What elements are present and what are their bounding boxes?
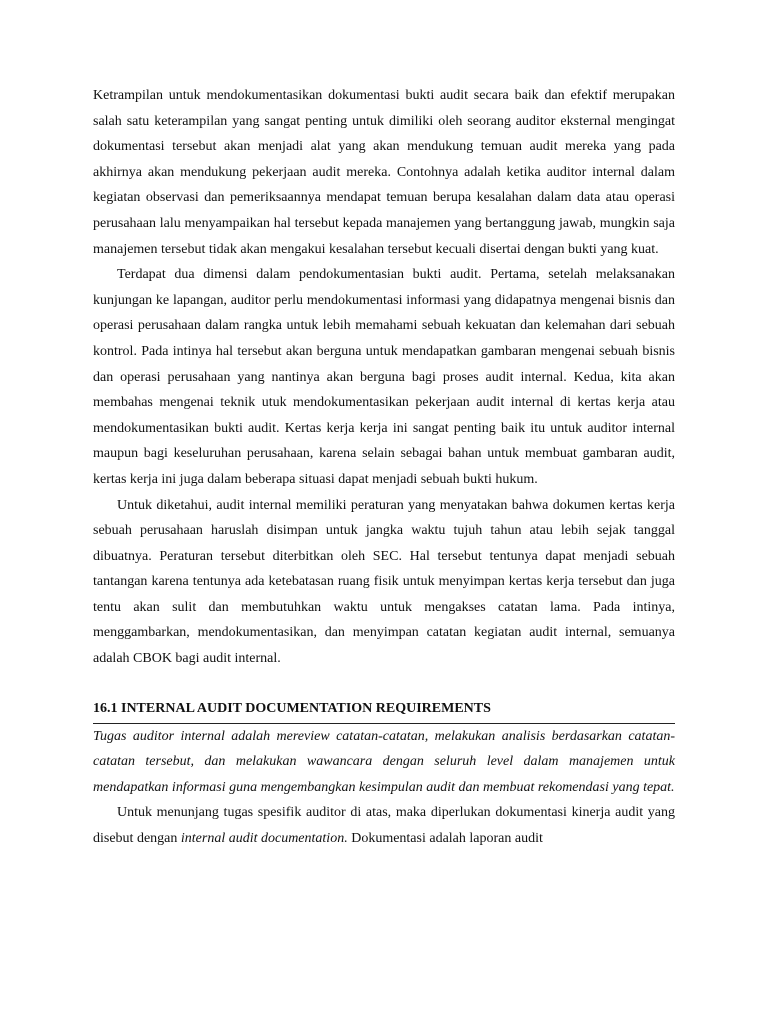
- section-italic-paragraph: Tugas auditor internal adalah mereview catatan-catatan, melakukan analisis berdasarkan catatan-catatan tersebut, dan melakukan wawancara dengan seluruh level dalam manajemen untuk mendapatkan informasi guna mengembangkan kesimpulan audit dan membuat rekomendasi yang tepat.: [93, 728, 675, 795]
- section-heading: 16.1 INTERNAL AUDIT DOCUMENTATION REQUIREMENTS: [93, 698, 675, 724]
- paragraph-1: Ketrampilan untuk mendokumentasikan dokumentasi bukti audit secara baik dan efektif merupakan salah satu keterampilan yang sangat penting untuk dimiliki oleh seorang auditor eksternal mengingat dokumentasi tersebut akan menjadi alat yang akan mendukung temuan audit mereka yang pada akhirnya akan mendukung pekerjaan audit mereka. Contohnya adalah ketika auditor internal dalam kegiatan observasi dan pemeriksaannya mendapat temuan berupa kesalahan dalam data atau operasi perusahaan lalu menyampaikan hal tersebut kepada manajemen yang bertanggung jawab, mungkin saja manajemen tersebut tidak akan mengakui kesalahan tersebut kecuali disertai dengan bukti yang kuat.: [93, 88, 675, 257]
- section-paragraph-end: Dokumentasi adalah laporan audit: [347, 831, 543, 847]
- section-paragraph-start: Untuk menunjang tugas spesifik auditor di atas, maka diperlukan dokumentasi kinerja audit yang disebut dengan: [93, 805, 675, 847]
- paragraph-3: Untuk diketahui, audit internal memiliki peraturan yang menyatakan bahwa dokumen kertas kerja sebuah perusahaan haruslah disimpan untuk jangka waktu tujuh tahun atau lebih sejak tanggal dibuatnya. Peraturan tersebut diterbitkan oleh SEC. Hal tersebut tentunya dapat menjadi sebuah tantangan karena tentunya ada ketebatasan ruang fisik untuk menyimpan kertas kerja tersebut dan juga tentu akan sulit dan membutuhkan waktu untuk mengakses catatan lama. Pada intinya, menggambarkan, mendokumentasikan, dan menyimpan catatan kegiatan audit internal, semuanya adalah CBOK bagi audit internal.: [93, 497, 675, 667]
- section-paragraph-term: internal audit documentation.: [180, 831, 348, 847]
- paragraph-2: Terdapat dua dimensi dalam pendokumentasian bukti audit. Pertama, setelah melaksanakan kunjungan ke lapangan, auditor perlu mendokumentasi informasi yang didapatnya mengenai bisnis dan operasi perusahaan dalam rangka untuk lebih memahami sebuah kekuatan dan kelemahan dari sebuah kontrol. Pada intinya hal tersebut akan berguna untuk mendapatkan gambaran mengenai sebuah bisnis dan operasi perusahaan yang nantinya akan berguna bagi proses audit internal. Kedua, kita akan membahas mengenai teknik utuk mendokumentasikan pekerjaan audit internal di kertas kerja atau mendokumentasikan bukti audit. Kertas kerja kerja ini sangat penting baik itu untuk auditor internal maupun bagi keseluruhan perusahaan, karena selain sebagai bahan untuk membuat gambaran audit, kertas kerja ini juga dalam beberapa situasi dapat menjadi sebuah bukti hukum.: [93, 267, 675, 487]
- section-paragraph: [93, 800, 675, 851]
